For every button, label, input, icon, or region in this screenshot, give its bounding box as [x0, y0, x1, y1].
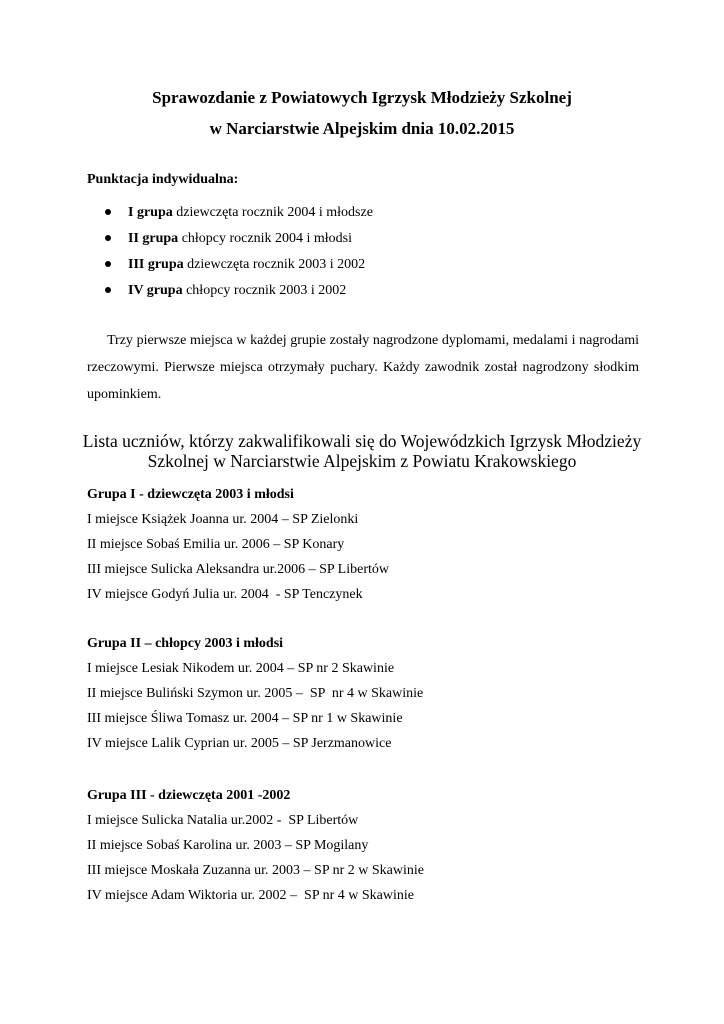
category-name: III grupa: [128, 257, 184, 272]
bullet-icon: [105, 287, 111, 293]
result-row: II miejsce Sobaś Emilia ur. 2006 – SP Konary: [87, 537, 345, 552]
result-row: IV miejsce Godyń Julia ur. 2004 - SP Tenczynek: [87, 587, 363, 602]
result-row: III miejsce Śliwa Tomasz ur. 2004 – SP nr 1 w Skawinie: [87, 711, 403, 726]
result-row: II miejsce Buliński Szymon ur. 2005 – SP nr 4 w Skawinie: [87, 686, 424, 701]
category-description: dziewczęta rocznik 2004 i młodsze: [172, 205, 373, 220]
group-heading: Grupa III - dziewczęta 2001 -2002: [87, 788, 291, 803]
group-section: [87, 786, 424, 911]
awards-paragraph: Trzy pierwsze miejsca w każdej grupie zostały nagrodzone dyplomami, medalami i nagrodami rzeczowymi. Pierwsze miejsca otrzymały puchary. Każdy zawodnik został nagrodzony słodkim upominkiem.: [87, 333, 639, 402]
category-description: chłopcy rocznik 2003 i 2002: [182, 283, 347, 298]
report-title-line-2: w Narciarstwie Alpejskim dnia 10.02.2015: [209, 119, 515, 138]
bullet-icon: [105, 261, 111, 267]
group-section: [87, 485, 389, 610]
category-name: II grupa: [128, 231, 179, 246]
individual-scoring-label: Punktacja indywidualna:: [87, 172, 239, 187]
result-row: III miejsce Moskała Zuzanna ur. 2003 – SP nr 2 w Skawinie: [87, 863, 424, 878]
category-name: I grupa: [128, 205, 173, 220]
qualified-list-title-line-1: Lista uczniów, którzy zakwalifikowali się do Wojewódzkich Igrzysk Młodzieży: [82, 431, 642, 451]
category-item: [87, 281, 373, 307]
report-title-line-1: Sprawozdanie z Powiatowych Igrzysk Młodzieży Szkolnej: [152, 88, 572, 107]
category-item: [87, 229, 373, 255]
category-description: chłopcy rocznik 2004 i młodsi: [178, 231, 352, 246]
result-row: II miejsce Sobaś Karolina ur. 2003 – SP Mogilany: [87, 838, 369, 853]
group-section: [87, 634, 423, 759]
qualified-list-title-line-2: Szkolnej w Narciarstwie Alpejskim z Powiatu Krakowskiego: [147, 451, 577, 471]
category-item: [87, 255, 373, 281]
category-name: IV grupa: [128, 283, 183, 298]
result-row: IV miejsce Lalik Cyprian ur. 2005 – SP Jerzmanowice: [87, 736, 392, 751]
bullet-icon: [105, 209, 111, 215]
bullet-icon: [105, 235, 111, 241]
category-list: [87, 203, 373, 307]
result-row: I miejsce Książek Joanna ur. 2004 – SP Zielonki: [87, 512, 359, 527]
result-row: I miejsce Sulicka Natalia ur.2002 - SP Libertów: [87, 813, 359, 828]
result-row: IV miejsce Adam Wiktoria ur. 2002 – SP nr 4 w Skawinie: [87, 888, 414, 903]
result-row: I miejsce Lesiak Nikodem ur. 2004 – SP nr 2 Skawinie: [87, 661, 395, 676]
group-heading: Grupa I - dziewczęta 2003 i młodsi: [87, 487, 294, 502]
category-item: [87, 203, 373, 229]
result-row: III miejsce Sulicka Aleksandra ur.2006 – SP Libertów: [87, 562, 389, 577]
group-heading: Grupa II – chłopcy 2003 i młodsi: [87, 636, 284, 651]
category-description: dziewczęta rocznik 2003 i 2002: [183, 257, 366, 272]
